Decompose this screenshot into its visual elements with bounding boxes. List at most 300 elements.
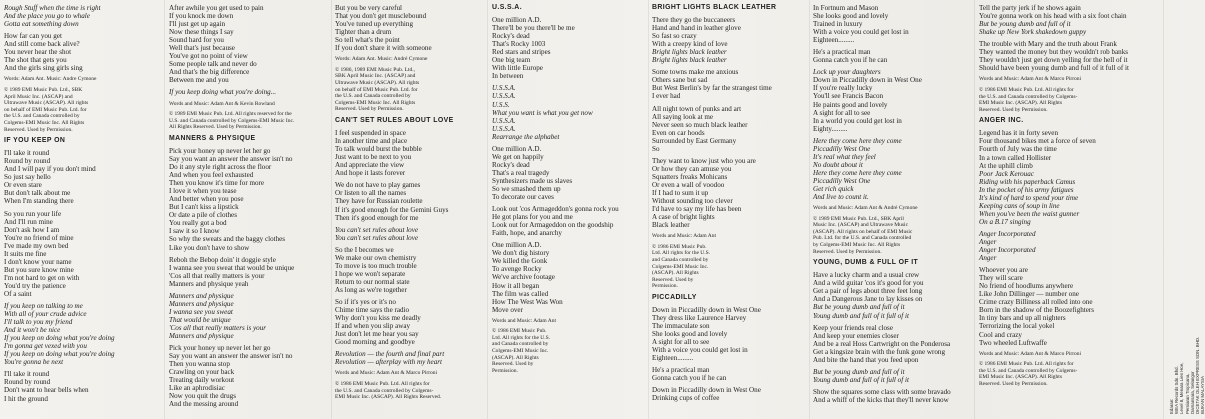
lyric-line: They dress like Laurence Harvey [652, 314, 747, 323]
credit-line: the U.S. and Canada controlled by [4, 113, 80, 120]
lyric-line: Four thousand bikes met a force of seven [979, 137, 1096, 146]
lyric-line: Or even stare [4, 181, 42, 190]
credit-line: Ltd. All rights for the U.S. [492, 334, 551, 341]
lyric-line: They wouldn't just get down yelling for the hell of it [979, 56, 1128, 65]
lyric-line: The immaculate son [652, 322, 710, 331]
lyric-line: Or even a wall of voodoo [652, 180, 725, 189]
lyric-line: Why don't you kiss me deadly [335, 314, 421, 323]
lyric-line: Then you know it's time for more [169, 179, 265, 188]
credit-line: Ultrawave Music (ASCAP). All rights [4, 100, 89, 107]
lyric-line: We killed the Gonk [492, 257, 548, 266]
lyric-line: I don't know your name [4, 257, 72, 266]
lyric-line: I hope we won't separate [335, 269, 406, 278]
chorus-line: U.S.S.A. [492, 92, 516, 101]
chorus-line: Rearrange the alphabet [492, 132, 560, 141]
chorus-line: I wanna see you sweat [169, 307, 233, 316]
chorus-line: No doubt about it [813, 160, 863, 169]
lyric-line: If you knock me down [169, 12, 234, 21]
imprint-line: Persiaran Tropicana, [1184, 373, 1190, 414]
lyric-line: Red stars and stripes [492, 48, 551, 57]
credit-line: on behalf of EMI Music Pub. Ltd. for [4, 106, 87, 113]
imprint-text [1169, 214, 1205, 414]
credit-line: Reserved. Used by [492, 361, 534, 368]
lyric-line: Others sane but sad [652, 76, 708, 85]
lyric-line: Should have been young dumb and full of it full of it [979, 64, 1129, 73]
lyric-line: And the messing around [169, 400, 239, 409]
lyric-line: All night town of punks and art [652, 104, 742, 113]
chorus-line: Young dumb and full of it full of it [813, 311, 909, 320]
lyric-line: Do it any style right across the floor [169, 163, 272, 172]
lyric-line: As long as we're together [335, 285, 407, 294]
lyric-column-6 [813, 4, 972, 416]
lyric-line: I feel suspended in space [335, 129, 406, 138]
credit-line: All Rights Reserved. Used by Permission. [169, 124, 262, 131]
credit-line: Words and Music: Adam Ant & Kevin Rowland [169, 100, 275, 107]
credit-line: (ASCAP). All Rights [652, 270, 699, 277]
lyric-line: To decorate our caves [492, 193, 554, 202]
lyric-line: Round by round [4, 157, 51, 166]
chorus-line: But be young dumb and full of it [813, 303, 905, 312]
lyric-line: Terrorizing the local yokel [979, 322, 1055, 331]
chorus-line: 'Cos all that really matters is your [169, 323, 267, 332]
chorus-line: That would be unique [169, 315, 231, 324]
credit-line: the U.S. and Canada controlled by Colgems- [979, 367, 1078, 374]
lyric-line: Get a pair of legs about three feet long [813, 287, 923, 296]
credit-line: Reserved. Used by Permission. [979, 380, 1048, 387]
lyric-line: He's a practical man [813, 48, 871, 57]
lyric-line: Pick your honey up never let her go [169, 146, 271, 155]
lyric-line: Squatters freaks Mohicans [652, 172, 728, 181]
credit-line: the U.S. and Canada controlled by Colgems- [335, 387, 434, 394]
chorus-line: Bright lights black leather [652, 56, 727, 65]
lyric-line: To avenge Rocky [492, 265, 542, 274]
credit-line: © 1986, 1989 EMI Music Pub. Ltd., [335, 66, 415, 73]
lyric-line: Round by round [4, 378, 51, 387]
lyric-line: So just say hello [4, 173, 51, 182]
chorus-line: But be young dumb and full of it [979, 20, 1071, 29]
chorus-line: Manners and physique [169, 291, 234, 300]
lyric-line: I hit the ground [4, 394, 48, 403]
lyric-line: That's a real tragedy [492, 168, 550, 177]
credit-line: Colgems-EMI Music Inc. [652, 263, 709, 270]
credit-line: Colgems-EMI Music Inc. All Rights [4, 119, 85, 126]
lyric-line: Reboh the Bebop doin' it doggie style [169, 255, 276, 264]
lyric-line: Some people talk and never do [169, 60, 257, 69]
lyric-line: Well that's just because [169, 44, 235, 53]
chorus-line: If you keep on doing what you're doing [4, 350, 115, 359]
lyric-line: So fast so crazy [652, 32, 697, 41]
credit-line: Reserved. Used by Permission. [335, 106, 404, 113]
lyric-line: We don't dig history [492, 249, 550, 258]
lyric-line: Down in Piccadilly down in West One [652, 386, 761, 395]
lyric-line: Hand and hand in leather glove [652, 24, 741, 33]
lyric-line: And appreciate the view [335, 161, 405, 170]
chorus-line: Revolution — afterplay with my heart [335, 358, 442, 367]
lyric-line: You really got a bod [169, 219, 227, 228]
lyric-line: I'd have to say my life has been [652, 205, 742, 214]
lyric-column-1 [4, 4, 162, 416]
lyric-line: Just want to be next to you [335, 153, 412, 162]
lyric-line: Look out 'cos Armageddon's gonna rock you [492, 205, 619, 214]
lyric-line: Move over [492, 305, 523, 314]
credit-line: Colgems-EMI Music Inc. All Rights [335, 99, 416, 106]
chorus-line: Piccadilly West One [813, 176, 871, 185]
credit-line: (ASCAP). All Rights [492, 354, 539, 361]
lyric-line: He paints good and lovely [813, 100, 888, 109]
lyric-line: That you don't get musclebound [335, 12, 427, 21]
lyric-line: No friend of hoodlums anywhere [979, 282, 1074, 291]
lyric-line: If I had to sum it up [652, 188, 709, 197]
lyric-line: Even on car hoods [652, 128, 705, 137]
chorus-line: In the pocket of his army fatigues [979, 185, 1074, 194]
lyric-line: They wanted the money but they wouldn't rob banks [979, 48, 1129, 57]
lyric-line: In a world you could get lost in [813, 116, 902, 125]
lyric-line: Rocky's dead [492, 160, 530, 169]
lyric-line: They want to know just who you are [652, 156, 756, 165]
credit-line: © 1986 EMI Music Pub. Ltd. All rights for [335, 380, 430, 387]
chorus-line: Poor Jack Kerouac [979, 169, 1034, 178]
lyric-line: So if it's yes or it's no [335, 297, 396, 306]
lyric-line: After awhile you get used to pain [169, 4, 264, 12]
song-title: MANNERS & PHYSIQUE [169, 134, 256, 142]
lyric-line: Just don't let me hear you say [335, 330, 419, 339]
lyric-line: At the uphill climb [979, 161, 1033, 170]
chorus-line: Bright lights black leather [652, 48, 727, 57]
lyric-line: They have for Russian roulette [335, 197, 423, 206]
lyric-line: Or how they can amuse you [652, 164, 732, 173]
chorus-line: I'll talk to you my friend [4, 318, 73, 327]
chorus-line: If you keep on doing what you're doing [4, 334, 115, 343]
lyric-line: Keep your friends real close [813, 323, 893, 332]
chorus-line: Lock up your daughters [813, 68, 881, 77]
lyric-line: Get a kingsize brain with the funk gone wrong [813, 347, 945, 356]
chorus-line: U.S.S. [492, 100, 510, 109]
song-title: U.S.S.A. [492, 4, 523, 11]
lyric-line: And a Dangerous Jane to lay kisses on [813, 295, 923, 304]
credit-line: U.S. and Canada controlled by Colgems-EMI Music Inc. [169, 117, 295, 124]
chorus-line: Anger Incorporated [979, 246, 1036, 255]
panel-fold [487, 0, 488, 419]
lyric-line: And bite the hand that you feed upon [813, 355, 919, 364]
credit-line: © 1986 EMI Music Pub. Ltd. All rights for [979, 86, 1074, 93]
lyric-line: But West Berlin's by far the strangest time [652, 84, 772, 93]
song-title: ANGER INC. [979, 117, 1024, 125]
credit-line: and Canada controlled by [492, 341, 549, 348]
lyric-line: Down in Piccadilly down in West One [813, 76, 922, 85]
credit-line: April Music Inc. (ASCAP) and [4, 93, 73, 100]
credit-line: SBK April Music Inc. (ASCAP) and [335, 73, 416, 80]
lyric-line: Like you don't have to show [169, 243, 250, 252]
lyric-line: Have a lucky charm and a usual crew [813, 271, 920, 280]
lyric-line: Or date a pile of clothes [169, 211, 237, 220]
lyric-line: And hope it lasts forever [335, 169, 406, 178]
credit-line: Words and Music: Adam Ant & Marco Pirroni [979, 76, 1082, 83]
lyric-line: If and when you slip away [335, 322, 411, 331]
lyric-line: In Fortnum and Mason [813, 4, 879, 12]
chorus-line: If you keep on talking to me [4, 302, 83, 311]
lyric-line: Show the squares some class with some bravado [813, 387, 951, 396]
lyric-line: I ever had [652, 92, 681, 101]
lyric-line: 'Cos all that really matters is your [169, 271, 265, 280]
lyric-line: So [652, 144, 660, 153]
lyric-line: How it all began [492, 281, 540, 290]
chorus-line: But be young dumb and full of it [813, 367, 905, 376]
lyric-line: Then you wanna stop [169, 360, 230, 369]
chorus-line: And it won't be nice [4, 326, 61, 335]
lyric-line: We make our own chemistry [335, 253, 417, 262]
lyric-line: You're gonna work on his head with a six foot chain [979, 12, 1127, 21]
lyric-line: With a voice you could get lost in [652, 346, 748, 355]
lyric-line: She looks good and lovely [813, 12, 889, 21]
lyric-line: You've tuned up everything [335, 20, 413, 29]
lyric-line: Synthesizers made us slaves [492, 176, 573, 185]
credit-line: (ASCAP). All rights on behalf of EMI Music [813, 228, 913, 235]
chorus-line: Anger Incorporated [979, 229, 1036, 238]
credit-line: the U.S. and Canada controlled by Colgems- [979, 93, 1078, 100]
lyric-line: Cool and crazy [979, 330, 1022, 339]
panel-fold [648, 0, 649, 419]
lyric-line: One big team [492, 56, 531, 65]
credit-line: Ltd. All rights for the U.S. [652, 250, 711, 257]
chorus-line: Get rich quick [813, 184, 854, 193]
credit-line: © 1989 EMI Music Pub. Ltd., SBK [4, 86, 83, 93]
lyric-line: But I can't kiss a lipstick [169, 203, 239, 212]
lyric-line: When I'm standing there [4, 197, 74, 206]
lyric-line: The shot that gets you [4, 56, 67, 65]
lyric-line: Return to our normal state [335, 277, 410, 286]
lyric-line: So we smashed them up [492, 184, 561, 193]
chorus-line: With all of your crude advice [4, 310, 87, 319]
credit-line: Words and Music: Adam Ant [652, 233, 717, 240]
imprint-line: Edaran: [1169, 398, 1174, 414]
lyric-line: She looks good and lovely [652, 330, 728, 339]
lyric-line: Good morning and goodbye [335, 338, 415, 347]
lyric-line: If it's good enough for the Gemini Guys [335, 205, 449, 214]
chorus-line: You can't set rules about love [335, 225, 419, 234]
panel-fold [974, 0, 975, 419]
lyric-line: Then it's good enough for me [335, 213, 419, 222]
credit-line: EMI Music Inc. (ASCAP). All Rights [979, 100, 1062, 107]
chorus-line: If you keep doing what you're doing... [169, 88, 277, 97]
chorus-line: Here they come here they come [813, 136, 902, 145]
lyric-line: In tiny bars and up all nighters [979, 314, 1066, 323]
credit-line: Colgems-EMI Music Inc. [492, 348, 549, 355]
lyric-line: Pick your honey up never let her go [169, 344, 271, 353]
credit-line: © 1989 EMI Music Pub. Ltd., SBK April [813, 215, 904, 222]
lyric-line: Now you quit the drugs [169, 392, 236, 401]
lyric-line: Treating daily workout [169, 376, 235, 385]
chorus-line: Here they come here they come [813, 168, 902, 177]
chorus-line: I'm gonna get vexed with you [4, 342, 87, 351]
credit-line: © 1986 EMI Music Pub. [492, 328, 547, 335]
lyric-line: Two wheeled Luftwaffe [979, 338, 1047, 347]
lyric-line: Eighteen......... [813, 36, 855, 45]
lyric-line: I'm not hard to get on with [4, 273, 80, 282]
lyric-line: One million A.D. [492, 241, 542, 250]
lyric-line: Say you want an answer the answer isn't no [169, 352, 293, 361]
song-title: YOUNG, DUMB & FULL OF IT [813, 259, 919, 267]
lyric-line: Sound hard for you [169, 36, 224, 45]
chorus-line: Young dumb and full of it full of it [813, 375, 909, 384]
lyric-line: Don't want to hear bells when [4, 386, 89, 395]
lyric-line: With a creepy kind of love [652, 40, 728, 49]
lyric-line: In another time and place [335, 137, 408, 146]
lyric-line: Whoever you are [979, 266, 1028, 275]
lyric-line: Tell the party jerk if he shows again [979, 4, 1081, 12]
chorus-line: You can't set rules about love [335, 233, 419, 242]
lyric-line: Trained in luxury [813, 20, 863, 29]
lyric-line: I'll take it round [4, 370, 50, 379]
song-title: IF YOU KEEP ON [4, 137, 66, 145]
lyric-line: Look out for Armageddon on the goodship [492, 221, 614, 230]
lyric-line: Gonna catch you if he can [813, 56, 888, 65]
lyric-line: That's Rocky 1003 [492, 40, 546, 49]
lyric-line: Some towns make me anxious [652, 68, 739, 77]
credit-line: Words and Music: Adam Ant & André Cymone [813, 205, 918, 212]
chorus-line: Keeping cans of soup in line [979, 201, 1060, 210]
chorus-line: You're gonna be next [4, 358, 64, 367]
lyric-line: I'll take it round [4, 149, 50, 158]
song-title: BRIGHT LIGHTS BLACK LEATHER [652, 4, 777, 11]
distributor-imprint [1169, 214, 1205, 414]
lyric-line: In between [492, 72, 524, 81]
lyric-line: And I'll run mine [4, 217, 53, 226]
credit-line: Words and Music: Adam Ant & Marco Pirroni [979, 350, 1082, 357]
lyric-line: To move is too much trouble [335, 261, 417, 270]
lyric-line: Down in Piccadilly down in West One [652, 306, 761, 315]
lyric-line: Don't ask how I am [4, 225, 60, 234]
lyric-line: Between me and you [169, 76, 229, 85]
chorus-line: Manners and physique [169, 299, 234, 308]
lyric-line: You never hear the shot [4, 48, 72, 57]
credit-line: the U.S. and Canada controlled by [335, 93, 411, 100]
lyric-line: And better when you pose [169, 195, 244, 204]
panel-fold [809, 0, 810, 419]
lyric-line: There'll be you there'll be me [492, 24, 575, 33]
chorus-line: Anger [979, 238, 997, 246]
lyric-line: There they go the buccaneers [652, 16, 736, 25]
lyric-line: Manners and physique yeah [169, 279, 249, 288]
lyric-line: Like an aphrodisiac [169, 384, 225, 393]
chorus-line: It's kind of hard to spend your time [979, 193, 1079, 202]
lyric-line: Gonna catch you if he can [652, 374, 727, 383]
lyric-line: I've made my own bed [4, 241, 69, 250]
lyric-line: With a voice you could get lost in [813, 28, 909, 37]
imprint-line: DICETAK OLEH EXPRESS SDN. BHD. [1195, 336, 1201, 414]
lyric-line: And be a real Hoss Cartwright on the Ponderosa [813, 339, 951, 348]
panel-fold [331, 0, 332, 419]
lyric-line: I love it when you tease [169, 187, 237, 196]
lyric-line: They will scare [979, 274, 1023, 283]
lyric-line: And the girls sing girls sing [4, 64, 83, 73]
chorus-line: Piccadilly West One [813, 144, 871, 153]
credit-line: Permission. [652, 283, 678, 290]
lyric-line: Eighty......... [813, 124, 848, 133]
credit-line: Words and Music: Adam Ant [492, 317, 557, 324]
lyric-line: So the I becomes we [335, 245, 394, 254]
lyric-line: How The West Was Won [492, 297, 563, 306]
lyric-line: Crime crazy Billiness all rolled into one [979, 298, 1093, 307]
credit-line: © 1986 EMI Music Pub. [652, 243, 707, 250]
lyric-line: I wanna see you sweat that would be unique [169, 263, 295, 272]
lyric-line: A case of bright lights [652, 213, 715, 222]
lyric-line: So why the sweats and the baggy clothes [169, 235, 286, 244]
lyric-line: And keep your enemies closer [813, 331, 899, 340]
lyric-line: And a wild guitar 'cos it's good for you [813, 279, 924, 288]
imprint-line: BUKAN MALAYSIA [1200, 376, 1205, 414]
lyric-line: Without sounding too clever [652, 197, 733, 206]
lyric-line: And a whiff of the kicks that they'll never know [813, 395, 949, 404]
credit-line: Reserved. Used by Permission. [4, 126, 73, 133]
lyric-line: One million A.D. [492, 144, 542, 153]
credit-line: by Colgems-EMI Music Inc. All Rights [813, 242, 901, 249]
lyric-line: Black leather [652, 221, 690, 230]
lyric-line: In a town called Hollister [979, 153, 1052, 162]
credit-line: Permission. [492, 367, 518, 374]
credit-line: Pub. Ltd. for the U.S. and Canada controlled [813, 235, 912, 242]
lyric-line: A sight for all to see [652, 338, 710, 347]
lyric-line: A sight for all to see [813, 108, 871, 117]
song-title: PICCADILLY [652, 293, 697, 301]
credit-line: Words: Adam Ant. Music: Andre Cymone [4, 76, 97, 83]
lyric-line: Surrounded by East Germany [652, 136, 737, 145]
lyric-line: And that's the big difference [169, 68, 250, 77]
lyric-line: So you run your life [4, 209, 62, 218]
lyric-line: To talk would burst the bubble [335, 145, 422, 154]
lyric-line: You're no friend of mine [4, 233, 74, 242]
lyric-line: And I will pay if you don't mind [4, 165, 96, 174]
chorus-line: U.S.S.A. [492, 116, 516, 125]
chorus-line: Manners and physique [169, 331, 234, 340]
credit-line: Music Inc. (ASCAP) and Ultrawave Music [813, 222, 909, 229]
imprint-line: Damansara, Selangor [1189, 371, 1195, 414]
lyric-column-7 [979, 4, 1161, 416]
credit-line: Words: Adam Ant. Music: André Cymone [335, 56, 428, 63]
credit-line: EMI Music Inc. (ASCAP). All Rights Reserved. [335, 394, 442, 401]
chorus-line: When you've been the waist gunner [979, 209, 1080, 218]
lyric-line: It suits me fine [4, 249, 47, 258]
lyric-line: So tell what's the point [335, 36, 400, 45]
lyric-line: How far can you get [4, 32, 62, 41]
credit-line: © 1986 EMI Music Pub. Ltd. All rights for [979, 361, 1074, 368]
lyric-line: We get on happily [492, 152, 544, 161]
credit-line: EMI Music Inc. (ASCAP). All Rights [979, 374, 1062, 381]
credit-line: Ultrawave Music (ASCAP). All rights [335, 80, 420, 87]
lyric-line: The film was called [492, 289, 549, 298]
lyric-line: But you be very careful [335, 4, 402, 12]
lyric-line: You've got no point of view [169, 52, 248, 61]
panel-fold [1163, 0, 1164, 419]
chorus-line: Gotta eat something down [4, 20, 79, 29]
lyric-column-3 [335, 4, 485, 416]
lyric-column-2 [169, 4, 329, 416]
chorus-line: What you want is what you get now [492, 108, 593, 117]
imprint-line: WEA Records Sdn. Bhd. [1174, 366, 1180, 414]
credit-line: and Canada controlled by [652, 257, 709, 263]
chorus-line: Riding with his paperback Camus [979, 177, 1076, 186]
lyric-line: Faith, hope, and anarchy [492, 229, 562, 238]
lyric-line: The trouble with Mary and the truth about Frank [979, 40, 1117, 49]
lyric-line: Now these things I say [169, 28, 234, 37]
lyric-line: You'll see Francis Bacon [813, 92, 884, 101]
panel-fold [164, 0, 165, 419]
lyric-line: Of a saint [4, 289, 32, 298]
lyric-line: Fourth of July was the time [979, 145, 1057, 154]
lyric-line: And when you feel exhausted [169, 171, 254, 180]
chorus-line: And the place you go to whale [4, 12, 90, 21]
credit-line: on behalf of EMI Music Pub. Ltd. for [335, 86, 418, 93]
lyric-column-4 [492, 4, 646, 416]
